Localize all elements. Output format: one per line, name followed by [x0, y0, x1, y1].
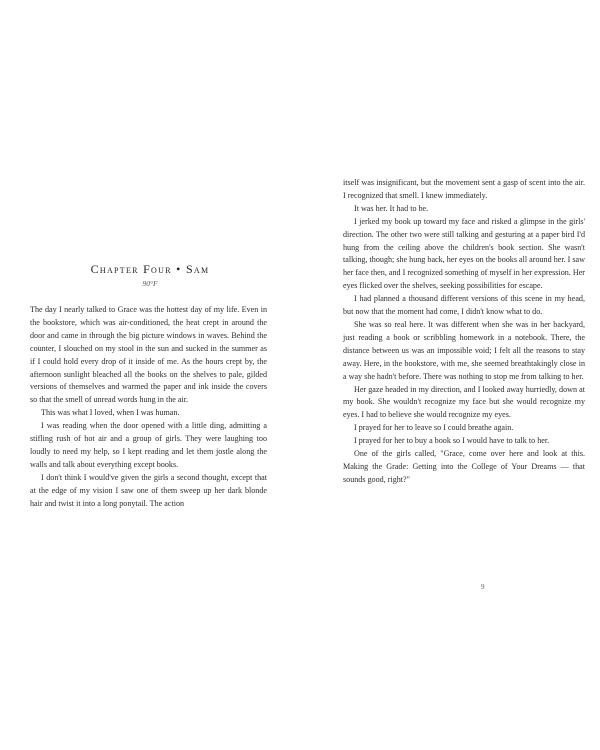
- paragraph: I was reading when the door opened with a little ding, admitting a stifling rush of hot air and a group of girls. They were laughing too loudly to need my help, so I kept reading and let them jostle along the walls and talk about everything except books.: [30, 421, 267, 469]
- paragraph: I had planned a thousand different versions of this scene in my head, but now that the moment had come, I didn't know what to do.: [343, 294, 585, 317]
- right-page: [300, 0, 600, 750]
- chapter-title: Chapter Four • Sam: [90, 262, 210, 276]
- right-page-body: [343, 177, 585, 487]
- paragraph: Her gaze headed in my direction, and I looked away hurriedly, down at my book. She wouldn't recognize my face but she would recognize my eyes. I had to believe she would recognize my eyes.: [343, 384, 585, 420]
- paragraph: I don't think I would've given the girls a second thought, except that at the edge of my vision I saw one of them sweep up her dark blonde hair and twist it into a long ponytail. The action: [30, 472, 267, 508]
- chapter-temperature: 90°F: [142, 279, 158, 288]
- paragraph: It was her. It had to be.: [354, 203, 429, 213]
- paragraph: I prayed for her to buy a book so I would have to talk to her.: [354, 436, 550, 446]
- left-page-body: [30, 304, 267, 511]
- paragraph: itself was insignificant, but the movement sent a gasp of scent into the air. I recognized that smell. I knew immediately.: [343, 178, 585, 200]
- paragraph: This was what I loved, when I was human.: [41, 408, 180, 418]
- paragraph: She was so real here. It was different when she was in her backyard, just reading a book or scribbling homework in a notebook. There, the distance between us was an impossible void; I felt all the reasons to stay away. Here, in the bookstore, with me, she seemed breathtakingly close in a way she hadn't before. There was nothing to stop me from talking to her.: [343, 319, 585, 381]
- chapter-heading: [30, 262, 270, 288]
- paragraph: I jerked my book up toward my face and risked a glimpse in the girls' direction. The other two were still talking and gesturing at a paper bird I'd hung from the ceiling above the children's book section. She wasn't talking, though; she hung back, her eyes on the books all around her. I saw her face then, and I recognized something of myself in her expression. Her eyes flicked over the shelves, seeking possibilities for escape.: [343, 216, 585, 291]
- paragraph: The day I nearly talked to Grace was the hottest day of my life. Even in the bookstore, which was air-conditioned, the heat crept in around the door and came in through the big picture windows in waves. Behind the counter, I slouched on my stool in the sun and sucked in the summer as if I could hold every drop of it inside of me. As the hours crept by, the afternoon sunlight bleached all the books on the shelves to pale, gilded versions of themselves and warmed the paper and ink inside the covers so that the smell of unread words hung in the air.: [30, 305, 267, 405]
- page-number: 9: [481, 583, 485, 591]
- paragraph: One of the girls called, "Grace, come over here and look at this. Making the Grade: Getting into the College of Your Dreams — that sounds good, right?": [343, 449, 585, 484]
- paragraph: I prayed for her to leave so I could breathe again.: [354, 423, 514, 433]
